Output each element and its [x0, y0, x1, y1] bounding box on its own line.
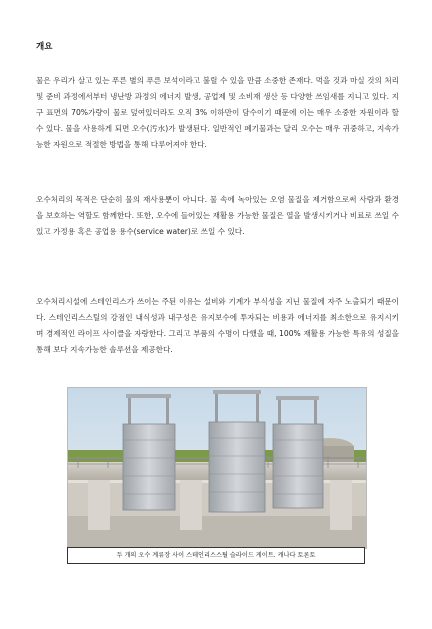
paragraph-purpose: 오수처리의 목적은 단순히 물의 재사용뿐이 아니다. 물 속에 녹아있는 오염 물질을 제거함으로써 사람과 환경을 보호하는 역할도 함께한다. 또한, 오수에 들어있는 재활용 가능한 물질은 열을 발생시키거나 비료로 쓰일 수 있고 가정용 혹은 공업용 용수(service water)로 쓰일 수 있다.: [36, 195, 399, 236]
paragraph-intro: 물은 우리가 살고 있는 푸른 별의 푸른 보석이라고 불릴 수 있을 만큼 소중한 존재다. 먹을 것과 마실 것의 처리 및 준비 과정에서부터 냉난방 과정의 에너지 발생, 공업제 및 소비재 생산 등 다양한 쓰임새를 지니고 있다. 지구 표면의 70%가량이 물로 덮여있더라도 오직 3% 이하만이 담수이기 때문에 이는 매우 소중한 자원이라 할 수 있다. 물을 사용하게 되면 오수(汚水)가 발생된다. 일반적인 폐기물과는 달리 오수는 매우 귀중하고, 지속가능한 자원으로 적절한 방법을 통해 다루어져야 한다.: [36, 76, 399, 149]
section-heading: 개요: [36, 42, 53, 52]
figure-caption: 두 개의 오수 계류장 사이 스테인리스스틸 슬라이드 게이트. 캐나다 토론토: [67, 547, 365, 564]
figure-photo-sluice-gates: [67, 387, 367, 549]
paragraph-stainless: 오수처리시설에 스테인리스가 쓰이는 주된 이유는 설비와 기계가 부식성을 지닌 물질에 자주 노출되기 때문이다. 스테인리스스틸의 강점인 내식성과 내구성은 유지보수에 투자되는 비용과 에너지를 최소한으로 유지시키며 경제적인 라이프 사이클을 자랑한다. 그리고 부품의 수명이 다했을 때, 100% 재활용 가능한 특유의 성질을 통해 보다 지속가능한 솔루션을 제공한다.: [36, 297, 399, 354]
sluice-gate-photo: [68, 388, 366, 548]
